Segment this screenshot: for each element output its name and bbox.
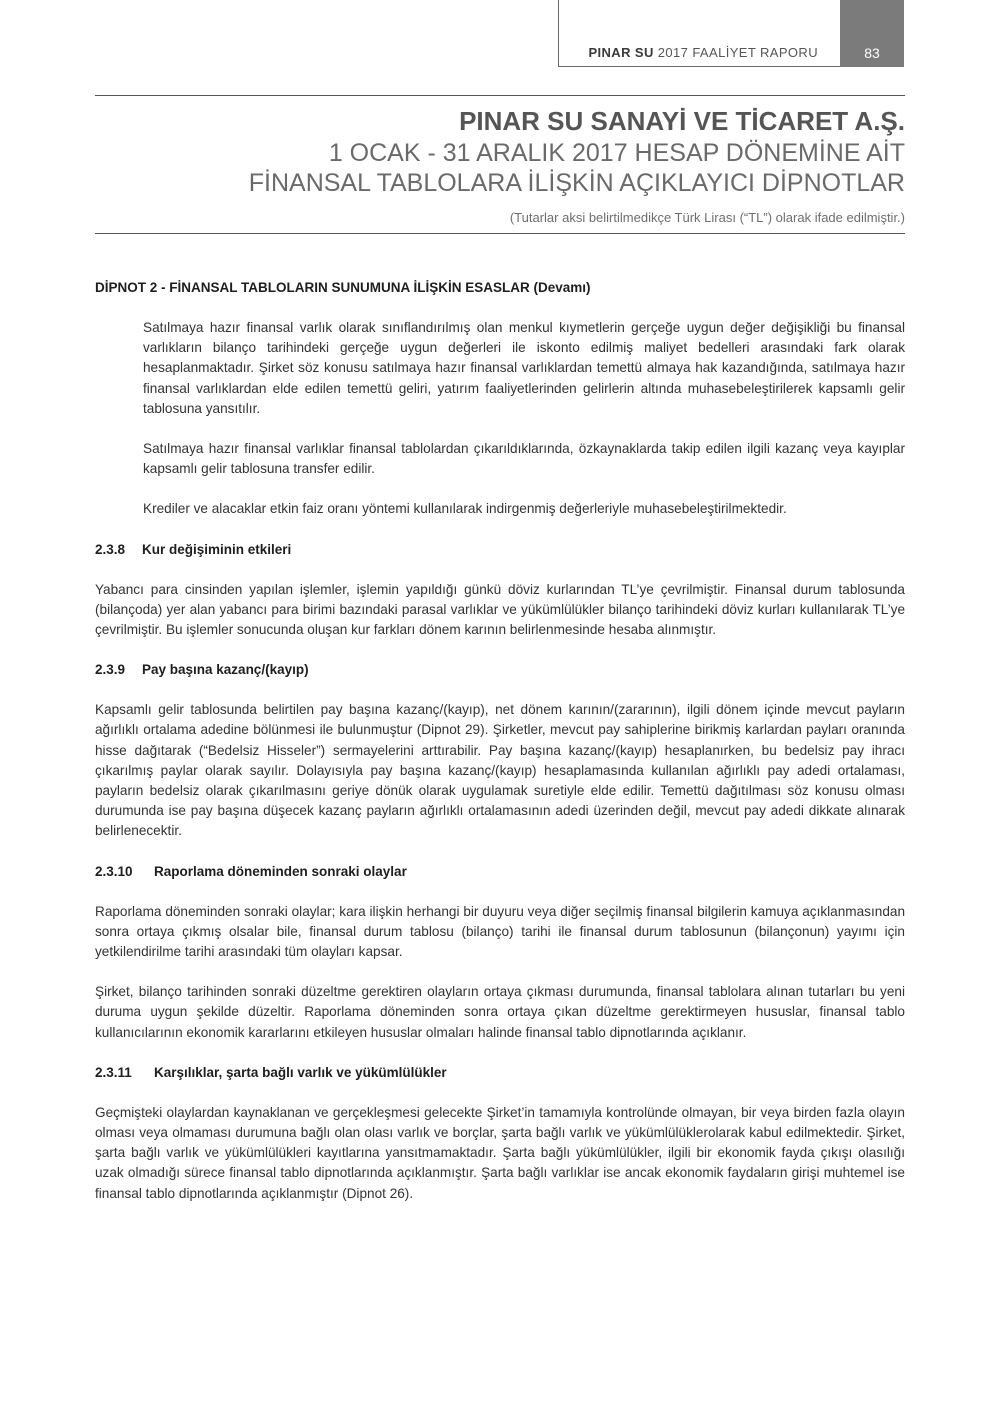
section-paragraph: Şirket, bilanço tarihinden sonraki düzeltme gerektiren olayların ortaya çıkması durumunda, finansal tablolara alınan tutarları bu yeni duruma uygun şekilde düzeltir. Raporlama döneminden sonra ortaya çıkan düzeltme gerektirmeyen hususlar, finansal tablo kullanıcılarının ekonomik kararlarını etkileyen hususlar olmaları halinde finansal tablo dipnotlarında açıklanır. [95, 984, 905, 1040]
section-heading [95, 660, 905, 680]
page-number: 83 [864, 45, 880, 61]
section-paragraph: Kapsamlı gelir tablosunda belirtilen pay başına kazanç/(kayıp), net dönem karının/(zararının), ilgili dönem içinde mevcut payların ağırlıklı ortalama adedine bölünmesi ile bulunmuştur (Dipnot 29). Şirketler, mevcut pay sahiplerine birikmiş karlardan payları oranında hisse dağıtarak (“Bedelsiz Hisseler”) sermayelerini arttırabilir. Pay başına kazanç/(kayıp) hesaplanırken, bu bedelsiz pay ihracı çıkarılmış paylar olarak sayılır. Dolayısıyla pay başına kazanç/(kayıp) hesaplamasında kullanılan ağırlıklı pay adedi ortalaması, payların bedelsiz olarak çıkarılmasını geriye dönük olarak uygulamak suretiyle elde edilir. Temettü dağıtılması söz konusu olması durumunda ise pay başına düşecek kazanç payların ağırlıklı ortalamasının adedi üzerinden değil, mevcut pay adedi dikkate alınarak belirlenecektir. [95, 702, 905, 839]
intro-paragraph: Satılmaya hazır finansal varlıklar finansal tablolardan çıkarıldıklarında, özkaynaklarda takip edilen ilgili kazanç veya kayıplar kapsamlı gelir tablosuna transfer edilir. [143, 441, 905, 477]
header-brand: PINAR SU [588, 45, 654, 60]
intro-paragraph: Krediler ve alacaklar etkin faiz oranı yöntemi kullanılarak indirgenmiş değerleriyle muhasebeleştirilmektedir. [143, 501, 787, 517]
section-paragraph: Geçmişteki olaylardan kaynaklanan ve gerçekleşmesi gelecekte Şirket’in tamamıyla kontrolünde olmayan, bir veya birden fazla olayın olması veya olmaması durumuna bağlı olan olası varlık ve borçlar, şarta bağlı varlık ve yükümlülüklerolarak kabul edilmektedir. Şirket, şarta bağlı varlık ve yükümlülükleri kayıtlarına yansıtmamaktadır. Şarta bağlı yükümlülükler, ilgili bir ekonomik fayda çıkışı olasılığı uzak olmadığı sürece finansal tablo dipnotlarında açıklanmıştır. Şarta bağlı varlıklar ise ancak ekonomik faydaların girişi muhtemel ise finansal tablo dipnotlarında açıklanmıştır (Dipnot 26). [95, 1104, 905, 1201]
section-title: Raporlama döneminden sonraki olaylar [154, 863, 407, 879]
section-number: 2.3.11 [95, 1064, 132, 1080]
section-title: Kur değişiminin etkileri [142, 541, 292, 557]
section-title: Karşılıklar, şarta bağlı varlık ve yükümlülükler [154, 1064, 447, 1080]
section-paragraph: Yabancı para cinsinden yapılan işlemler, işlemin yapıldığı günkü döviz kurlarından TL’ye çevrilmiştir. Finansal durum tablosunda (bilançoda) yer alan yabancı para birimi bazındaki parasal varlıklar ve yükümlülükler bilanço tarihindeki döviz kurları kullanılarak TL’ye çevrilmiştir. Bu işlemler sonucunda oluşan kur farkları dönem karının belirlenmesinde hesaba alınmıştır. [95, 581, 905, 638]
section-heading [95, 1063, 905, 1083]
intro-paragraph: Satılmaya hazır finansal varlık olarak sınıflandırılmış olan menkul kıymetlerin gerçeğe uygun değer değişikliği bu finansal varlıkların bilanço tarihindeki gerçeğe uygun değerleri ile iskonto edilmiş maliyet bedelleri arasındaki fark olarak hesaplanmaktadır. Şirket söz konusu satılmaya hazır finansal varlıklardan temettü almaya hak kazandığında, satılmaya hazır finansal varlıklardan elde edilen temettü geliri, yatırım faaliyetlerinden gelirlerin altında muhasebeleştirilerek kapsamlı gelir tablosuna yansıtılır. [143, 320, 905, 416]
period-title: 1 OCAK - 31 ARALIK 2017 HESAP DÖNEMİNE AİT [328, 139, 905, 167]
currency-note: (Tutarlar aksi belirtilmedikçe Türk Lirası (“TL”) olarak ifade edilmiştir.) [509, 210, 905, 225]
title-top-rule [95, 95, 905, 96]
section-number: 2.3.8 [95, 541, 126, 557]
subject-title: FİNANSAL TABLOLARA İLİŞKİN AÇIKLAYICI DİPNOTLAR [248, 169, 905, 197]
header-report: 2017 FAALİYET RAPORU [657, 45, 818, 60]
section-heading [95, 540, 905, 560]
section-title: Pay başına kazanç/(kayıp) [142, 662, 309, 678]
running-header [560, 45, 818, 60]
company-name: PINAR SU SANAYİ VE TİCARET A.Ş. [459, 106, 905, 136]
section-paragraph: Raporlama döneminden sonraki olaylar; kara ilişkin herhangi bir duyuru veya diğer seçilmiş finansal bilgilerin kamuya açıklanmasından sonra ortaya çıkmış olsalar bile, finansal durum tablosu (bilanço) tarihi ile finansal durum tablosunun (bilançonun) yayımı için yetkilendirilme tarihi arasındaki tüm olayları kapsar. [95, 903, 905, 960]
main-heading: DİPNOT 2 - FİNANSAL TABLOLARIN SUNUMUNA İLİŞKİN ESASLAR (Devamı) [95, 280, 591, 295]
title-block [95, 104, 905, 228]
section-number: 2.3.9 [95, 662, 126, 678]
document-body [95, 278, 905, 1224]
section-heading [95, 862, 905, 882]
title-bottom-rule [95, 233, 905, 234]
section-number: 2.3.10 [95, 863, 133, 879]
